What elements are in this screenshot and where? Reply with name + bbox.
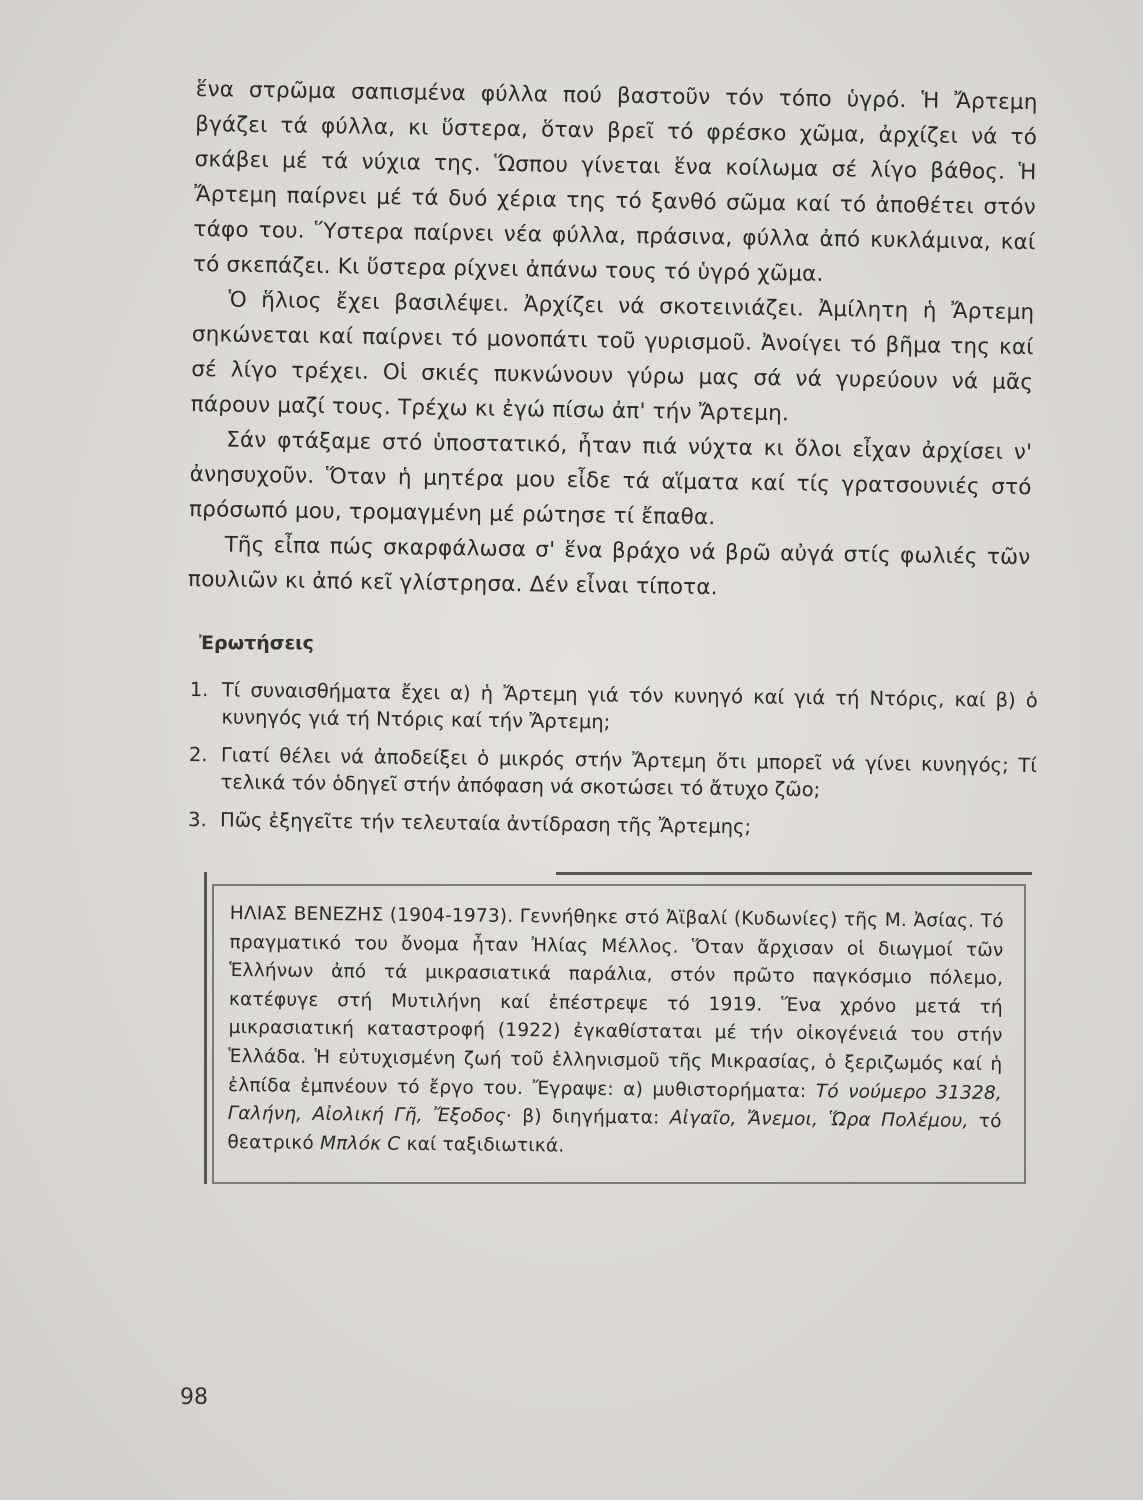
story-text — [188, 72, 1038, 610]
paragraph-1: ἕνα στρῶμα σαπισμένα φύλλα πού βαστοῦν τόν τόπο ὑγρό. Ἡ Ἄρτεμη βγάζει τά φύλλα, κι ὕστερα, ὅταν βρεῖ τό φρέσκο χῶμα, ἀρχίζει νά τό σκάβει μέ τά νύχια της. Ὥσπου γίνεται ἕνα κοίλωμα σέ λίγο βάθος. Ἡ Ἄρτεμη παίρνει μέ τά δυό χέρια της τό ξανθό σῶμα καί τό ἀποθέτει στόν τάφο του. Ὕστερα παίρνει νέα φύλλα, πράσινα, φύλλα ἀπό κυκλάμινα, καί τό σκεπάζει. Κι ὕστερα ρίχνει ἀπάνω τους τό ὑγρό χῶμα. — [192, 76, 1038, 287]
question-item — [189, 676, 1038, 741]
question-number: 2. — [188, 742, 208, 767]
bio-text-part: καί ταξιδιωτικά. — [400, 1133, 565, 1157]
question-text: Πῶς ἐξηγεῖτε τήν τελευταία ἀντίδραση τῆς Ἄρτεμης; — [219, 808, 752, 839]
questions-list — [188, 676, 1038, 855]
bio-novels: Τό νούμερο 31328, Γαλήνη, Αἰολική Γῆ, Ἔξοδος — [227, 1080, 1003, 1128]
bio-frame-top-rule — [556, 872, 1032, 875]
paragraph-4: Τῆς εἶπα πώς σκαρφάλωσα σ' ἕνα βράχο νά βρῶ αὐγά στίς φωλιές τῶν πουλιῶν κι ἀπό κεῖ γλίστρησα. Δέν εἶναι τίποτα. — [187, 532, 1031, 601]
question-item — [188, 806, 1036, 844]
questions-heading: Ἐρωτήσεις — [199, 632, 314, 654]
bio-stories: Αἰγαῖο, Ἄνεμοι, Ὥρα Πολέμου, — [669, 1107, 969, 1132]
question-text: Τί συναισθήματα ἔχει α) ἡ Ἄρτεμη γιά τόν κυνηγό καί γιά τή Ντόρις, καί β) ὁ κυνηγός γιά τή Ντόρις καί τήν Ἄρτεμη; — [221, 678, 1038, 734]
bio-text-part: · β) διηγήματα: — [505, 1106, 660, 1129]
question-text: Γιατί θέλει νά ἀποδείξει ὁ μικρός στήν Ἄρτεμη ὅτι μπορεῖ νά γίνει κυνηγός; Τί τελικά τόν ὁδηγεῖ στήν ἀπόφαση νά σκοτώσει τό ἄτυχο ζῶο; — [220, 743, 1038, 802]
bio-frame-left-rule — [204, 872, 207, 1184]
page-number: 98 — [180, 1385, 208, 1410]
bio-text-part: ΗΛΙΑΣ ΒΕΝΕΖΗΣ (1904-1973). Γεννήθηκε στό Ἀϊβαλί (Κυδωνίες) τῆς Μ. Ἀσίας. Τό πραγματικό του ὄνομα ἦταν Ἠλίας Μέλλος. Ὅταν ἄρχισαν οἱ διωγμοί τῶν Ἑλλήνων ἀπό τά μικρασιατικά παράλια, στόν πρῶτο παγκόσμιο πόλεμο, κατέφυγε στή Μυτιλήνη καί ἐπέστρεψε τό 1919. Ἕνα χρόνο μετά τή μικρασιατική καταστροφή (1922) ἐγκαθίσταται μέ τήν οἰκογένειά του στήν Ἑλλάδα. Ἡ εὐτυχισμένη ζωή τοῦ ἑλληνισμοῦ τῆς Μικρασίας, ὁ ξεριζωμός καί ἡ ἐλπίδα ἐμπνέουν τό ἔργο του. Ἔγραψε: α) μυθιστορήματα: — [227, 902, 1004, 1102]
bio-play: Μπλόκ C — [319, 1132, 401, 1155]
bio-text-part: τό θεατρικό — [227, 1110, 1002, 1154]
paragraph-2: Ὁ ἥλιος ἔχει βασιλέψει. Ἀρχίζει νά σκοτεινιάζει. Ἀμίλητη ἡ Ἄρτεμη σηκώνεται καί παίρνει τό μονοπάτι τοῦ γυρισμοῦ. Ἀνοίγει τό βῆμα της καί σέ λίγο τρέχει. Οἱ σκιές πυκνώνουν γύρω μας σά νά γυρεύουν νά μᾶς πάρουν μαζί τους. Τρέχω κι ἐγώ πίσω ἀπ' τήν Ἄρτεμη. — [190, 287, 1035, 427]
question-item — [188, 741, 1037, 806]
question-number: 1. — [189, 677, 209, 702]
question-number: 3. — [187, 807, 207, 832]
paragraph-3: Σάν φτάξαμε στό ὑποστατικό, ἦταν πιά νύχτα κι ὅλοι εἶχαν ἀρχίσει ν' ἀνησυχοῦν. Ὅταν ἡ μητέρα μου εἶδε τά αἵματα καί τίς γρατσουνιές στό πρόσωπό μου, τρομαγμένη μέ ρώτησε τί ἔπαθα. — [188, 427, 1033, 531]
author-bio-text — [227, 900, 1004, 1165]
